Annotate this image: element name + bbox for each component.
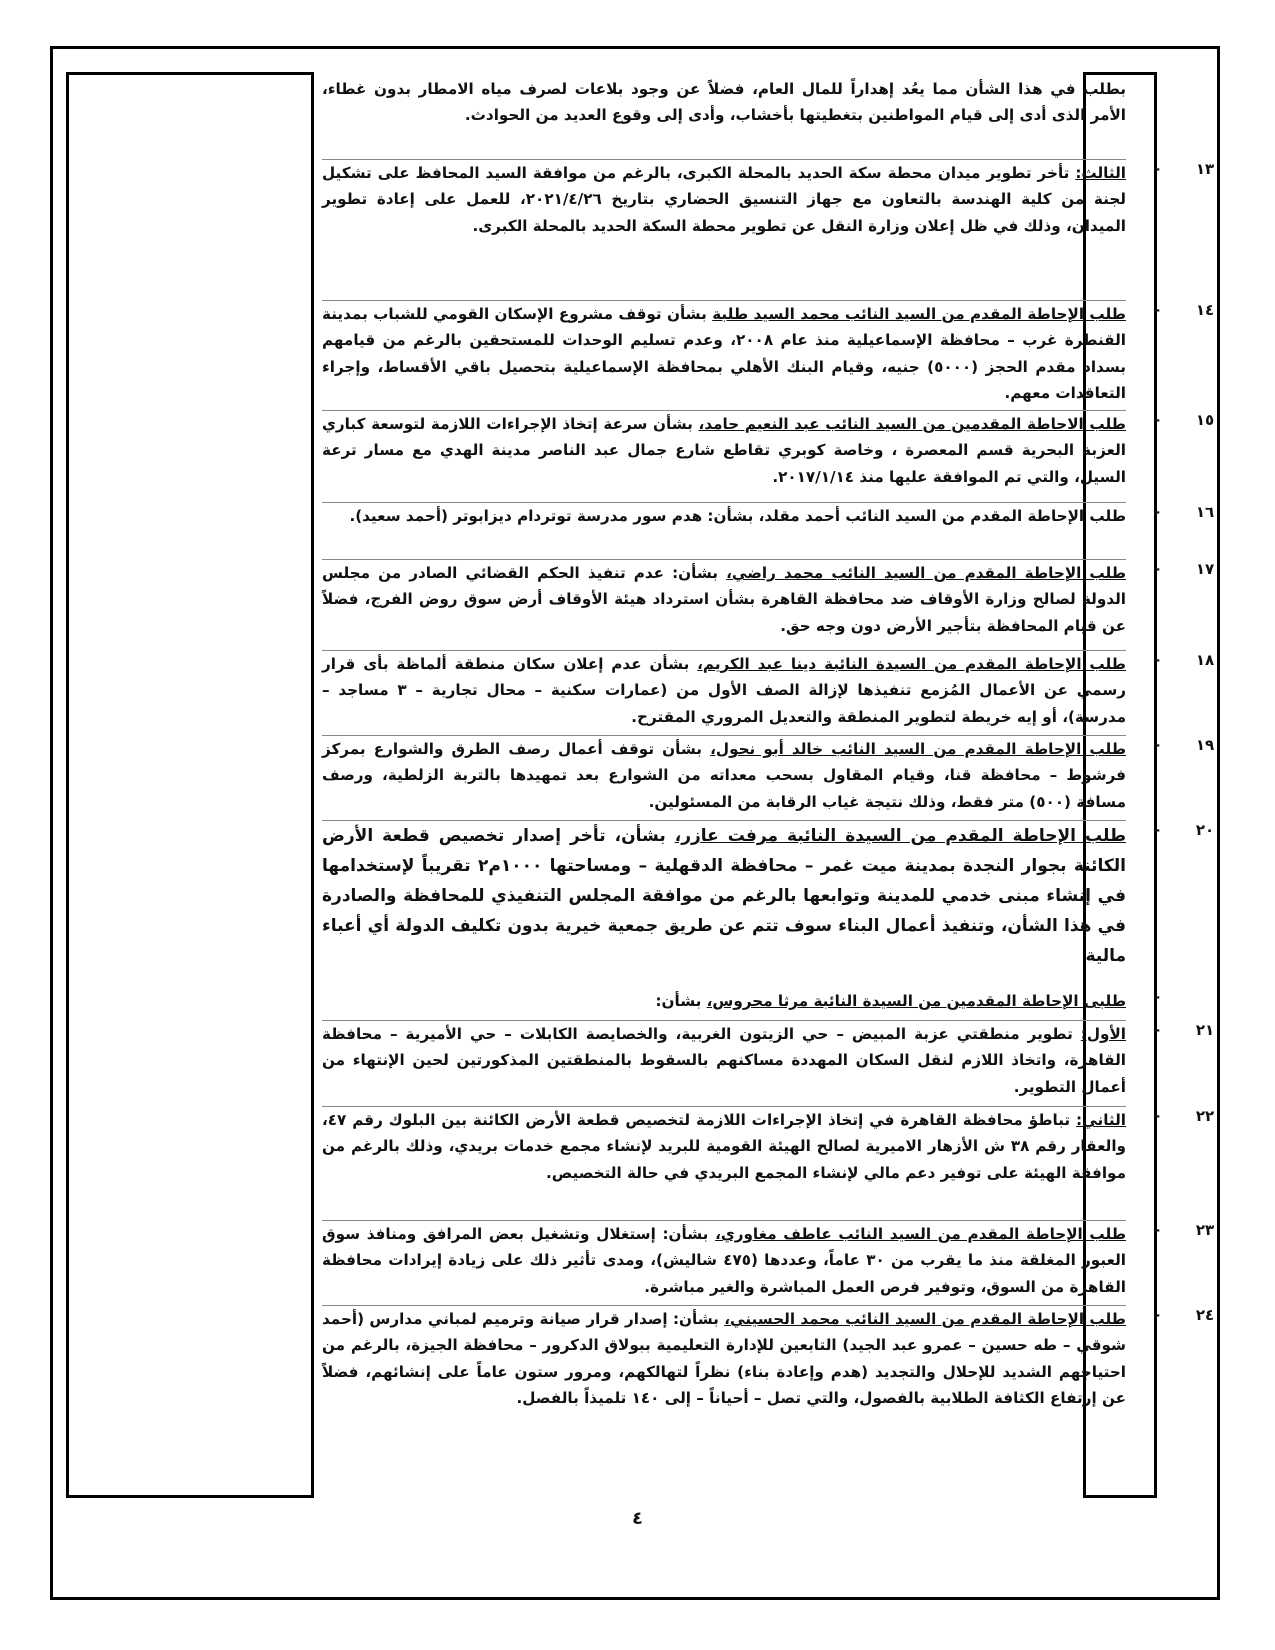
entry-body: تباطؤ محافظة القاهرة في إتخاذ الإجراءات اللازمة لتخصيص قطعة الأرض الكائنة بين البلوك رقم ٤٧، والعقار رقم ٣٨ ش الأزهار الاميرية لصالح الهيئة القومية للبريد لإنشاء مجمع خدمات بريدي، وذلك بالرغم من موافقة الهيئة على توفير دعم مالي لإنشاء المجمع البريدي في حالة التخصيص. [322,1111,1126,1182]
entry-group-heading [322,988,1161,1020]
entry-number: ١٩ [1195,736,1215,754]
entry-dash: - [1153,411,1161,429]
entry-number: ١٦ [1195,503,1215,521]
entry-number: ١٣ [1195,160,1215,178]
entry-heading: طلب الإحاطة المقدم من السيد النائب محمد راضي، [726,564,1127,582]
entry-heading: الثالث: [1075,164,1126,182]
entry-body: بشأن توقف أعمال رصف الطرق والشوارع بمركز فرشوط – محافظة قنا، وقيام المقاول بسحب معداته من الشوارع بعد تمهيدها بالتربة الزلطية، ورصف مسافة (٥٠٠) متر فقط، وذلك نتيجة غياب الرقابة من المسئولين. [322,740,1126,811]
left-empty-column [66,72,314,1498]
entry-heading: طلبى الإحاطة المقدمين من السيدة النائبة مرثا محروس، [706,992,1126,1010]
entry-body: طلب الإحاطة المقدم من السيد النائب أحمد مقلد، بشأن: هدم سور مدرسة توتردام ديزابوتر (أحمد سعيد). [349,507,1126,525]
entry-number: ٢١ [1195,1021,1215,1039]
entry-body: بشأن: إستغلال وتشغيل بعض المرافق ومنافذ سوق العبور المغلقة منذ ما يقرب من ٣٠ عاماً، وعددها (٤٧٥ شاليش)، ومدى تأثير ذلك على زيادة إيرادات محافظة القاهرة من السوق، وتوفير فرص العمل المباشرة والغير مباشرة. [322,1225,1127,1296]
entry-heading: طلب الإحاطة المقدم من السيدة النائبة دينا عبد الكريم، [697,655,1126,673]
entry-dash: - [1153,821,1161,839]
entry-23 [322,1220,1215,1305]
entry-dash: - [1153,1021,1161,1039]
entry-15 [322,410,1215,502]
entry-number: ٢٠ [1195,821,1215,839]
entry-18 [322,650,1215,735]
entry-number: ٢٣ [1195,1221,1215,1239]
continuation-paragraph [322,76,1126,159]
entry-heading: طلب الإحاطة المقدم من السيد النائب محمد الحسيني، [724,1310,1126,1328]
entry-body: بشأن، تأخر إصدار تخصيص قطعة الأرض الكائنة بجوار النجدة بمدينة ميت غمر – محافظة الدقهلية – ومساحتها ١٠٠٠م٢ تقريباً لإستخدامها في إنشاء مبنى خدمي للمدينة وتوابعها بالرغم من موافقة المجلس التنفيذي للمحافظة والصادرة في هذا الشأن، وتنفيذ أعمال البناء سوف تتم عن طريق جمعية خيرية بدون تكليف الدولة أي أعباء مالية [322,826,1126,966]
entry-body: بشأن عدم إعلان سكان منطقة ألماظة بأى قرار رسمي عن الأعمال المُزمع تنفيذها لإزالة الصف الأول من (عمارات سكنية – محال تجارية – ٣ مساجد – مدرسة)، أو إيه خريطة لتطوير المنطقة والتعديل المروري المقترح. [322,655,1126,726]
entry-16 [322,502,1215,559]
entry-dash: - [1153,1107,1161,1125]
entry-dash: - [1153,160,1161,178]
entry-body: بشأن: إصدار قرار صيانة وترميم لمباني مدارس (أحمد شوقي – طه حسين – عمرو عبد الجيد) التابعين للإدارة التعليمية ببولاق الدكرور – محافظة الجيزة، بالرغم من احتياجهم الشديد للإحلال والتجديد (هدم وإعادة بناء) نظراً لتهالكهم، ومرور ستون عاماً على إنشائهم، فضلاً عن إرتفاع الكثافة الطلابية بالفصول، والتي تصل – أحياناً – إلى ١٤٠ تلميذاً بالفصل. [322,1310,1126,1408]
entry-22 [322,1106,1215,1220]
continuation-text: بطلب في هذا الشأن مما يعُد إهداراً للمال العام، فضلاً عن وجود بلاعات لصرف مياه الامطار بدون غطاء، الأمر الذى أدى إلى قيام المواطنين بتغطيتها بأخشاب، وأدى إلى وقوع العديد من الحوادث. [322,80,1126,125]
entry-number: ١٤ [1195,301,1215,319]
entry-body: تطوير منطقتي عزبة المبيض – حي الزيتون الغربية، والخصايصة الكابلات – حي الأميرية – محافظة القاهرة، واتخاذ اللازم لنقل السكان المهددة مساكنهم بالسقوط بالمنطقتين المذكورتين لحين الإنتهاء من أعمال التطوير. [322,1025,1126,1096]
document-body [322,76,1215,1496]
entry-body: بشأن توقف مشروع الإسكان القومي للشباب بمدينة القنطرة غرب – محافظة الإسماعيلية منذ عام ٢٠٠٨، وعدم تسليم الوحدات للمستحقين بالرغم من قيامهم بسداد مقدم الحجز (٥٠٠٠) جنيه، وقيام البنك الأهلي بمحافظة الإسماعيلية بتحصيل باقي الأقساط، وإجراء التعاقدات معهم. [322,305,1126,403]
entry-body: بشأن: عدم تنفيذ الحكم القضائي الصادر من مجلس الدولة لصالح وزارة الأوقاف ضد محافظة القاهرة بشأن استرداد هيئة الأوقاف أرض سوق روض الفرج، فضلاً عن قيام المحافظة بتأجير الأرض دون وجه حق. [322,564,1126,635]
entry-dash: - [1153,1306,1161,1324]
entry-body: بشأن سرعة إتخاذ الإجراءات اللازمة لتوسعة كباري العزبة البحرية قسم المعصرة ، وخاصة كوبري تقاطع شارع جمال عبد الناصر مدينة الهدي مع مسار ترعة السيل، والتي تم الموافقة عليها منذ ٢٠١٧/١/١٤. [322,415,1126,486]
entry-heading: طلب الإحاطة المقدم من السيدة النائبة مرفت عازر، [674,826,1126,846]
entry-dash: - [1153,736,1161,754]
entry-14 [322,300,1215,410]
entry-heading: طلب الإحاطة المقدم من السيد النائب خالد أبو نحول، [710,740,1127,758]
entry-dash: - [1153,651,1161,669]
entry-number: ١٨ [1195,651,1215,669]
entry-heading: الثاني: [1076,1111,1126,1129]
entry-19 [322,735,1215,820]
entry-dash: - [1153,301,1161,319]
entry-heading: طلب الاحاطة المقدمين من السيد النائب عبد النعيم حامد، [698,415,1126,433]
entry-20 [322,820,1215,988]
entry-body: تأخر تطوير ميدان محطة سكة الحديد بالمحلة الكبرى، بالرغم من موافقة السيد المحافظ على تشكيل لجنة من كلية الهندسة بالتعاون مع جهاز التنسيق الحضاري بتاريخ ٢٠٢١/٤/٢٦، للعمل على إعادة تطوير الميدان، وذلك في ظل إعلان وزارة النقل عن تطوير محطة السكة الحديد بالمحلة الكبرى. [322,164,1126,235]
entry-13 [322,159,1215,300]
entry-24 [322,1305,1215,1446]
entry-dash: - [1153,560,1161,578]
entry-number: ١٥ [1195,411,1215,429]
entry-21 [322,1020,1215,1106]
entry-17 [322,559,1215,650]
entry-heading: الأول: [1080,1025,1126,1043]
entry-heading: طلب الإحاطة المقدم من السيد النائب عاطف مغاوري، [715,1225,1126,1243]
entry-heading: طلب الإحاطة المقدم من السيد النائب محمد السيد طلبة [712,305,1126,323]
entry-body: بشأن: [655,992,707,1010]
entry-number: ٢٢ [1195,1107,1215,1125]
entry-dash: - [1153,988,1161,1006]
entry-dash: - [1153,503,1161,521]
entry-number: ٢٤ [1195,1306,1215,1324]
entry-dash: - [1153,1221,1161,1239]
page-number: ٤ [632,1508,643,1529]
entry-number: ١٧ [1195,560,1215,578]
